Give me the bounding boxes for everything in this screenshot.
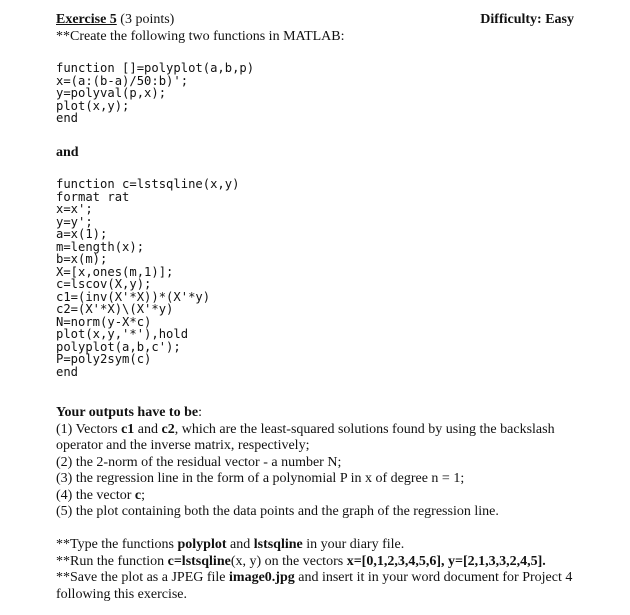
instruction-save <box>56 570 576 587</box>
exercise-title <box>56 12 174 28</box>
output-item-1-line2: operator and the inverse matrix, respectively; <box>56 438 310 453</box>
instruction-save-end: and insert it in your word document for Project 4 <box>294 570 573 585</box>
outputs-heading <box>56 405 576 422</box>
polyplot-code-block: function []=polyplot(a,b,p) x=(a:(b-a)/50:b)'; y=polyval(p,x); plot(x,y); end <box>56 61 255 125</box>
exercise-points: (3 points) <box>120 12 175 27</box>
and-label: and <box>56 145 79 160</box>
instruction-type-start: **Type the functions <box>56 537 178 552</box>
output-item-5: (5) the plot containing both the data points and the graph of the regression line. <box>56 504 499 519</box>
output-item-2: (2) the 2-norm of the residual vector - a number N; <box>56 454 342 470</box>
instruction-type-lstsqline: lstsqline <box>253 537 303 552</box>
output-item-4-c: c <box>134 487 142 503</box>
instruction-run-middle: (x, y) on the vectors <box>230 553 347 569</box>
output-item-1-c2: c2 <box>161 421 175 437</box>
instruction-run <box>56 554 576 571</box>
outputs-section <box>56 405 576 521</box>
instruction-save-line2: following this exercise. <box>56 586 188 602</box>
outputs-heading-colon: : <box>198 405 202 420</box>
intro-text: **Create the following two functions in MATLAB: <box>56 29 345 44</box>
instruction-type-and: and <box>226 537 254 552</box>
output-item-1 <box>56 422 576 439</box>
instructions-section <box>56 537 576 603</box>
outputs-heading-text: Your outputs have to be <box>56 405 199 420</box>
instruction-type-end: in your diary file. <box>302 537 405 552</box>
instruction-type-polyplot: polyplot <box>177 537 227 552</box>
instruction-save-start: **Save the plot as a JPEG file <box>56 570 230 585</box>
instruction-save-file: image0.jpg <box>229 570 295 585</box>
output-item-4 <box>56 488 576 505</box>
output-item-1-rest: , which are the least-squared solutions found by using the backslash <box>174 421 555 437</box>
output-item-4-start: (4) the vector <box>56 487 135 503</box>
output-item-3: (3) the regression line in the form of a polynomial P in x of degree n = 1; <box>56 471 465 486</box>
instruction-run-function: c=lstsqline <box>167 553 231 569</box>
lstsqline-code-block: function c=lstsqline(x,y) format rat x=x'; y=y'; a=x(1); m=length(x); b=x(m); X=[x,ones(m,1)]; c=lscov(X,y); c1=(inv(X'*X))*(X'*y) c2=(X'*X)\(X'*y) N=norm(y-X*c) plot(x,y,'*'),hold polyplot(a,b,c'); P=poly2sym(c) end <box>56 177 240 379</box>
instruction-run-start: **Run the function <box>56 553 168 569</box>
exercise-header <box>56 12 574 30</box>
output-item-1-start: (1) Vectors <box>56 421 122 437</box>
instruction-run-vectors: x=[0,1,2,3,4,5,6], y=[2,1,3,3,2,4,5]. <box>346 553 546 569</box>
difficulty-label: Difficulty: Easy <box>480 12 574 27</box>
exercise-label: Exercise 5 <box>56 12 117 27</box>
output-item-1-c1: c1 <box>121 421 135 437</box>
output-item-4-end: ; <box>141 487 146 503</box>
instruction-type <box>56 537 576 554</box>
output-item-1-and: and <box>134 421 162 437</box>
